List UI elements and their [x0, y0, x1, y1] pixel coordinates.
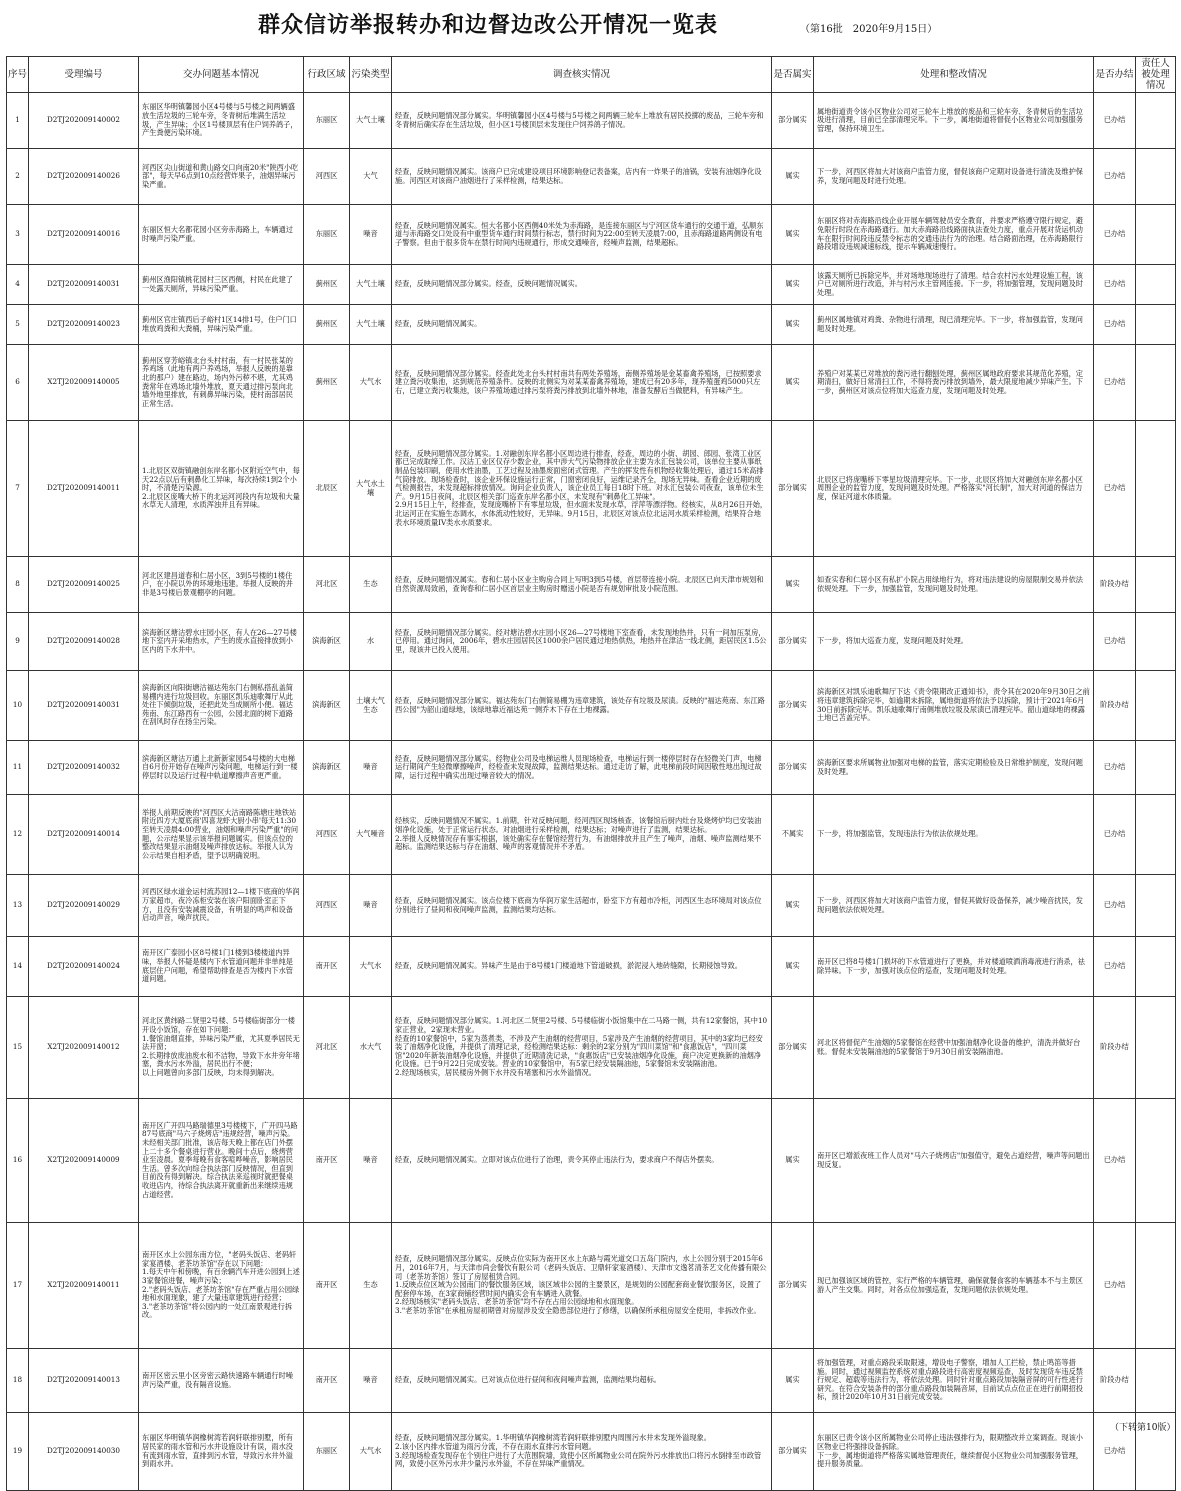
district: 南开区 [304, 1223, 350, 1349]
completion-status: 已办结 [1094, 265, 1136, 305]
case-code: D2TJ202009140029 [29, 875, 139, 937]
completion-status: 阶段办结 [1094, 557, 1136, 613]
case-code: D2TJ202009140002 [29, 93, 139, 149]
column-header: 序号 [7, 57, 29, 93]
table-row [7, 421, 1176, 557]
pollution-type: 大气水土壤 [350, 421, 392, 557]
accountability [1136, 421, 1176, 557]
investigation-result: 经查，反映问题情况属实。异味产生是由于8号楼1门楼道地下管道破损，淤泥浸入地砖缝隙，长期侵蚀导致。 [392, 937, 772, 997]
investigation-result: 经查，反映问题情况属实。该点位楼下底商为华润万家生活超市，卧室下方有超市冷柜，河西区生态环境局对该点位分别进行了昼间和夜间噪声监测，监测结果均达标。 [392, 875, 772, 937]
completion-status: 已办结 [1094, 937, 1136, 997]
table-row [7, 1349, 1176, 1413]
table-row [7, 997, 1176, 1099]
case-code: D2TJ202009140032 [29, 741, 139, 795]
batch-date: （第16批 2020年9月15日） [800, 24, 938, 35]
handling-result: 滨海新区要求所属物业加强对电梯的监管，落实定期检验及日常维护制度，发现问题及时处理。 [814, 741, 1094, 795]
handling-result: 南开区已增派夜班工作人员对"马六子烧烤店"加强值守，避免占道经营，噪声等问题出现反复。 [814, 1099, 1094, 1223]
row-number: 8 [7, 557, 29, 613]
case-code: D2TJ202009140025 [29, 557, 139, 613]
row-number: 2 [7, 149, 29, 205]
district: 河西区 [304, 149, 350, 205]
investigation-result: 经核实，反映问题情况不属实。1.前期，针对反映问题，经河西区现场核查，该餐馆后厨内灶台及烧烤炉均已安装油烟净化设施，处于正常运行状态。对油烟进行采样检测，结果达标；对噪声进行了监测，结果达标。 2.举报人反映情况存有事实根据，该处确实存在餐馆经营行为，有油烟排放并且产生了噪声，油烟、噪声监测结果不超标。监测结果达标与存在油烟、噪声的客观情况并不矛盾。 [392, 795, 772, 875]
issue-description: 南开区广开四马路瑞德里3号楼楼下，广开四马路87号底商"马六子烧烤店"违规经营，噪声污染。未经相关部门批准，该店每天晚上都在店门外摆上二十多个餐桌进行营业。晚间十点后，烧烤营业至凌晨。夏季每晚有食客喧哗噪音，影响居民生活。曾多次向综合执法部门反映情况，但直到目前没有得到解决。综合执法来巡视时就把餐桌收进店内，待综合执法离开就重新出来继续违规占道经营。 [139, 1099, 304, 1223]
investigation-result: 经查，反映问题情况部分属实。华明镇馨园小区4号楼与5号楼之间两辆三轮车上堆放有居民投掷的废品，三轮车旁和冬青树后确实存在生活垃圾，但小区1号楼顶层未发现住户饲养鸽子情况。 [392, 93, 772, 149]
handling-result: 南开区已将8号楼1门损坏的下水管道进行了更换，并对楼道喷洒消毒液进行消杀，祛除异味。下一步，加强对该点位的巡查，发现问题及时处理。 [814, 937, 1094, 997]
completion-status: 已办结 [1094, 741, 1136, 795]
pollution-type: 水大气 [350, 997, 392, 1099]
district: 南开区 [304, 937, 350, 997]
issue-description: 滨海新区塘沽碧水庄园小区，有人在26—27号楼地下室内开采地热水，产生的废水直接排放到小区内的下水井中。 [139, 613, 304, 671]
case-code: D2TJ202009140023 [29, 305, 139, 345]
row-number: 9 [7, 613, 29, 671]
table-row [7, 1413, 1176, 1491]
accountability [1136, 937, 1176, 997]
pollution-type: 水 [350, 613, 392, 671]
verified-status: 部分属实 [772, 741, 814, 795]
handling-result: 蓟州区属地镇对鸡粪、杂物进行清理，现已清理完毕。下一步，将加强监管，发现问题及时处理。 [814, 305, 1094, 345]
case-code: D2TJ202009140013 [29, 1349, 139, 1413]
accountability [1136, 149, 1176, 205]
row-number: 7 [7, 421, 29, 557]
issue-description: 举报人前期反映的"河西区大沽南路陈塘庄地铁站附近四方大厦底商'四喜龙虾大厨小串'每天11:30至转天凌晨4:00营业，油烟和噪声污染严重"的问题，公示结果显示该举报问题属实。但该点位的整改结果显示油烟及噪声排放达标。举报人认为公示结果自相矛盾，望予以明确说明。 [139, 795, 304, 875]
investigation-result: 经查，反映问题情况部分属实。经对塘沽碧水庄园小区26—27号楼地下室查看，未发现地热井，只有一间加压泵房，已停用。通过询问，2006年，碧水庄园居民区1000余户居民通过地热供热，地热井在津沽一线北侧，距居民区1.5公里，现该井已投入使用。 [392, 613, 772, 671]
issue-description: 河北区建昌道春和仁居小区，3到5号楼的1楼住户，在小院以外的环境地违建。举报人反映的并非是3号楼后景观棚亭的问题。 [139, 557, 304, 613]
case-code: D2TJ202009140011 [29, 421, 139, 557]
accountability [1136, 613, 1176, 671]
row-number: 16 [7, 1099, 29, 1223]
district: 东丽区 [304, 205, 350, 265]
column-header: 污染类型 [350, 57, 392, 93]
accountability [1136, 205, 1176, 265]
completion-status: 阶段办结 [1094, 1349, 1136, 1413]
issue-description: 蓟州区穿芳峪镇北台头村村南，有一村民张某的养鸡场（此地有两户养鸡场，举报人反映的是靠北的那户）建在路边，场内外污秽不堪，尤其鸡粪常年在鸡场北墙外堆放，夏天通过排污泵向北墙外地里排放，有刺鼻异味污染，使村南部居民正常生活。 [139, 345, 304, 421]
table-row [7, 937, 1176, 997]
completion-status: 已办结 [1094, 93, 1136, 149]
issue-description: 1.北辰区双街镇融创东岸名都小区附近空气中，每天22点以后有刺鼻化工异味，每次持续1到2个小时，不清楚污染源。 2.北辰区庞嘴大桥下的北运河河段内有垃圾和大量水草无人清理，水质浑浊并且有异味。 [139, 421, 304, 557]
handling-result: 养殖户对某某已对堆放的粪污进行翻刨处理，蓟州区属地政府要求其规范化养殖，定期清扫，做好日常清扫工作，不得将粪污排放到墙外，最大限度地减少异味产生。下一步，蓟州区对该点位将加大巡查力度，发现问题及时处理。 [814, 345, 1094, 421]
case-code: D2TJ202009140024 [29, 937, 139, 997]
case-code: D2TJ202009140031 [29, 671, 139, 741]
district: 蓟州区 [304, 345, 350, 421]
completion-status: 已办结 [1094, 421, 1136, 557]
pollution-type: 大气土壤 [350, 305, 392, 345]
table-row [7, 875, 1176, 937]
pollution-type: 大气 [350, 149, 392, 205]
table-row [7, 795, 1176, 875]
case-code: D2TJ202009140026 [29, 149, 139, 205]
row-number: 4 [7, 265, 29, 305]
row-number: 12 [7, 795, 29, 875]
handling-result: 下一步，将加大巡查力度，发现问题及时处理。 [814, 613, 1094, 671]
handling-result: 滨海新区对凯乐迪歌舞厅下达《责令限期改正通知书》，责令其在2020年9月30日之前将违章建筑拆除完毕，如逾期未拆除，属地街道将依法予以拆除，预计于2021年6月30日前拆除完毕。凯乐迪歌舞厅南侧堆放垃圾及尿渍已清理完毕。韶山道绿地的裸露土地已苫盖完毕。 [814, 671, 1094, 741]
verified-status: 属实 [772, 875, 814, 937]
completion-status: 阶段办结 [1094, 671, 1136, 741]
investigation-result: 经查，反映问题情况部分属实。福达苑东门右侧简易棚为违章建筑，该处存有垃圾及尿渍。反映的"福达苑南、东江路西公园"为韶山道绿地，该绿地靠近福达苑一侧乔木下存在土地裸露。 [392, 671, 772, 741]
accountability [1136, 997, 1176, 1099]
district: 北辰区 [304, 421, 350, 557]
handling-result: 下一步，河西区将加大对该商户监管力度，督促其做好设备保养，减少噪音扰民，发现问题依法依规处理。 [814, 875, 1094, 937]
issue-description: 东丽区华明镇华润橡树湾若润轩联排别墅，所有居民家的雨水管和污水井设施设计有误，雨水没有流到雨水管，直排到污水管，导致污水井外溢到雨水井。 [139, 1413, 304, 1491]
issue-description: 河北区黄纬路二贤里2号楼、5号楼临街部分一楼开设小饭馆，存在如下问题： 1.餐馆油烟直排，异味污染严重，尤其夏季居民无法开窗； 2.长期排放废油废水和不洁物，导致下水井旁年堵塞，粪水污水外溢，居民出行不便； 以上问题曾向多部门反映，均未得到解决。 [139, 997, 304, 1099]
completion-status: 阶段办结 [1094, 997, 1136, 1099]
row-number: 6 [7, 345, 29, 421]
handling-result: 东丽区已责令该小区所属物业公司停止违法强排行为，限期整改并立案调查。现该小区物业已将强排设备拆除。 下一步，属地街道将严格落实属地管理责任，继续督促小区物业公司加强服务管理，提升服务质量。 [814, 1413, 1094, 1491]
pollution-type: 生态 [350, 1223, 392, 1349]
case-code: D2TJ202009140031 [29, 265, 139, 305]
verified-status: 部分属实 [772, 421, 814, 557]
verified-status: 属实 [772, 345, 814, 421]
case-code: D2TJ202009140030 [29, 1413, 139, 1491]
table-row [7, 149, 1176, 205]
case-code: X2TJ202009140009 [29, 1099, 139, 1223]
page-title: 群众信访举报转办和边督边改公开情况一览表 [258, 12, 719, 38]
verified-status: 属实 [772, 265, 814, 305]
issue-description: 蓟州区官庄镇西后子峪村1区14排1号，住户门口堆放鸡粪和大粪桶，异味污染严重。 [139, 305, 304, 345]
pollution-type: 大气噪音 [350, 795, 392, 875]
handling-result: 下一步，河西区将加大对该商户监管力度，督促该商户定期对设备进行清洗及维护保养，发现问题及时进行处理。 [814, 149, 1094, 205]
district: 东丽区 [304, 1413, 350, 1491]
investigation-result: 经查，反映问题情况属实。 [392, 305, 772, 345]
row-number: 14 [7, 937, 29, 997]
case-code: D2TJ202009140028 [29, 613, 139, 671]
table-row [7, 613, 1176, 671]
row-number: 19 [7, 1413, 29, 1491]
verified-status: 不属实 [772, 795, 814, 875]
verified-status: 属实 [772, 1349, 814, 1413]
completion-status: 已办结 [1094, 1223, 1136, 1349]
district: 蓟州区 [304, 305, 350, 345]
completion-status: 已办结 [1094, 149, 1136, 205]
accountability [1136, 1099, 1176, 1223]
column-header: 行政区域 [304, 57, 350, 93]
column-header: 调查核实情况 [392, 57, 772, 93]
investigation-result: 经查，反映问题情况部分属实。1.对融创东岸名都小区周边进行排查，经查，周边的小街、胡园、郎园、张湾工业区都已完成取缔工作。汉沽工业区仅存少数企业，其中涉大气污染物排放企业主要为永汇包装公司，该单位主要从事纸制品包装印刷，使用水性油墨，工艺过程及油墨废面密闭式管理。产生的挥发性有机物经收集处理后，通过15米高排气筒排放。现场检查时，该企业环保设施运行正常，门窗密闭良好，运维记录齐全，现场无异味。查看企业近期的废气检测报告，未发现超标排放情况。询问企业负责人，该企业员工每日18时下班。对永汇包装公司夜查，该单位未生产。9月15日夜间，北辰区相关部门巡查东岸名都小区，未发现有"刺鼻化工异味"。 2.9月15日上午，经排查，发现庞嘴桥下有零星垃圾，但水面未发现水草，浮萍等漂浮物。经核实，从8月26日开始，北运河正在实施生态调水，水体流动性较好，无异味。9月15日，北辰区对该点位北运河水质采样检测，结果符合地表水环境质量IV类水水质要求。 [392, 421, 772, 557]
verified-status: 属实 [772, 305, 814, 345]
investigation-result: 经查，反映问题情况部分属实。反映点位实际为南开区水上东路与霞光道交口五岛门院内，水上公园分别于2015年6月，2016年7月，与天津市尚会餐饮有限公司（老码头饭店、卫鼎轩家宴酒楼）、天津市文逸茗清茶艺文化传播有限公司（老茶坊茶馆）签订了房屋租赁合同。 1.反映点位区域为公园南门的餐饮服务区域，该区域非公园的主要景区，是规划的公园配套商业餐饮服务区，设置了配套停车场，在3家商铺经营时间内确实会有车辆进入就餐。 2.经现场核实"老码头饭店、老茶坊茶馆"均不存在占用公园绿地和水面现象。 3."老茶坊茶馆"在承租房屋初期曾对房屋涉及安全隐患部位进行了修缮，以确保所承租房屋安全使用，非拆改作业。 [392, 1223, 772, 1349]
investigation-result: 经查，反映问题情况部分属实。经查此处北台头村村南共有两处养殖场，南侧养殖场是金某畜禽养殖场，已按照要求建立粪污收集池，达到规范养殖条件。反映的北侧实为对某某畜禽养殖场，建成已有20多年，现养殖蛋鸡5000只左右，已建立粪污收集池，该户养殖场通过排污泵将粪污排放到北墙外林地，准备发酵后当做肥料，有异味产生。 [392, 345, 772, 421]
table-row [7, 265, 1176, 305]
completion-status: 已办结 [1094, 345, 1136, 421]
handling-result: 该露天厕所已拆除完毕，并对场地现场进行了清理。结合农村污水处理设施工程，该户已对厕所进行改造，并与村污水主管网连接。下一步，将加强管理，发现问题及时处理。 [814, 265, 1094, 305]
district: 河西区 [304, 875, 350, 937]
handling-result: 现已加强该区域的管控，实行严格的车辆管理，确保就餐食客的车辆基本不与主景区游人产生交集。同时，对各点位加强巡查，发现问题依法依规处理。 [814, 1223, 1094, 1349]
district: 南开区 [304, 1349, 350, 1413]
handling-result: 下一步，将加强监管，发现违法行为依法依规处理。 [814, 795, 1094, 875]
case-code: X2TJ202009140005 [29, 345, 139, 421]
issue-description: 东丽区华明镇馨园小区4号楼与5号楼之间两辆盛放生活垃圾的三轮车旁，冬青树后堆满生活垃圾，产生异味；小区1号楼顶层有住户饲养鸽子，产生粪便污染环境。 [139, 93, 304, 149]
accountability [1136, 795, 1176, 875]
column-header: 受理编号 [29, 57, 139, 93]
pollution-type: 噪音 [350, 1349, 392, 1413]
pollution-type: 噪音 [350, 1099, 392, 1223]
pollution-type: 大气水 [350, 1413, 392, 1491]
investigation-result: 经查，反映问题情况部分属实。1.华明镇华润橡树湾若润轩联排别墅内周围污水井未发现外溢现象。 2.该小区内排水管道为雨污分流，不存在雨水直排污水管问题。 3.经现场检查发现存在个别住户进行了大范围院墙，致使小区所属物业公司在院外污水排放出口将污水倒排至市政管网，致使小区外污水井少量污水外溢，不存在异味严重情况。 [392, 1413, 772, 1491]
table-row [7, 557, 1176, 613]
handling-result: 河北区将督促产生油烟的5家餐馆在经营中加强油烟净化设备的维护，清洗并做好台账。督促未安装隔油池的5家餐馆于9月30日前安装隔油池。 [814, 997, 1094, 1099]
pollution-type: 噪音 [350, 741, 392, 795]
completion-status: 已办结 [1094, 795, 1136, 875]
row-number: 18 [7, 1349, 29, 1413]
table-row [7, 741, 1176, 795]
row-number: 1 [7, 93, 29, 149]
table-row [7, 305, 1176, 345]
accountability [1136, 557, 1176, 613]
table-row [7, 1223, 1176, 1349]
handling-result: 东丽区将对赤海路沿线企业开展车辆驾驶员安全教育，并要求严格遵守限行规定，避免限行时段在赤海路通行。加大赤海路沿线路面执法查处力度，重点开展对货运机动车在限行时间段违反禁令标志的交通违法行为的治理。结合路面治理，在赤海路限行路段增设违规减速标线，提示车辆减速慢行。 [814, 205, 1094, 265]
case-code: X2TJ202009140011 [29, 1223, 139, 1349]
page-header [0, 0, 1181, 54]
completion-status: 已办结 [1094, 205, 1136, 265]
column-header: 责任人被处理情况 [1136, 57, 1176, 93]
accountability [1136, 305, 1176, 345]
table-row [7, 671, 1176, 741]
verified-status: 部分属实 [772, 613, 814, 671]
case-code: X2TJ202009140012 [29, 997, 139, 1099]
investigation-result: 经查，反映问题情况属实。立即对该点位进行了治理，责令其停止违法行为，要求商户不得店外摆卖。 [392, 1099, 772, 1223]
column-header: 处理和整改情况 [814, 57, 1094, 93]
accountability [1136, 1223, 1176, 1349]
completion-status: 已办结 [1094, 875, 1136, 937]
district: 滨海新区 [304, 741, 350, 795]
verified-status: 部分属实 [772, 93, 814, 149]
issue-description: 南开区广泰园小区8号楼1门1楼到3楼楼道内异味，举报人怀疑是楼内下水管道问题并非单纯是底层住户问题，希望帮助排查是否为楼内下水管道问题。 [139, 937, 304, 997]
completion-status: 已办结 [1094, 305, 1136, 345]
header-row [7, 57, 1176, 93]
continued-note: （下转第10版） [1110, 1423, 1176, 1433]
table-body [7, 93, 1176, 1491]
verified-status: 属实 [772, 205, 814, 265]
district: 河北区 [304, 997, 350, 1099]
accountability [1136, 93, 1176, 149]
investigation-result: 经查，反映问题情况部分属实。1.河北区二贤里2号楼、5号楼临街小饭馆集中在二马路一侧，共有12家餐馆，其中10家正营业，2家现未营业。 经查的10家餐馆中，5家为蒸煮类，不涉及产生油烟的经营项目，5家涉及产生油烟的经营项目，其中的3家均已经安装了油烟净化设施，并提供了清理记录，经检测结果达标：剩余的2家分别为"四川菜馆"和"食惠饭店"，"四川菜馆"2020年新装油烟净化设施，并提供了近期清洗记录，"食惠饭店"已安装油烟净化设施，商户决定更换新的油烟净化设施。已于9月22日完成安装。营业的10家餐馆中，有5家已经安装隔油池，5家餐馆未安装隔油池。 2.经现场核实，居民楼房外侧下水井没有堵塞和污水外溢情况。 [392, 997, 772, 1099]
issue-description: 蓟州区渔阳镇桃花园村三区西侧，村民在此建了一处露天厕所，异味污染严重。 [139, 265, 304, 305]
verified-status: 属实 [772, 557, 814, 613]
investigation-result: 经查，反映问题情况属实。该商户已完成建设项目环境影响登记表备案，店内有一炸果子的油锅，安装有油烟净化设施。河西区对该商户油烟进行了采样检测，结果达标。 [392, 149, 772, 205]
row-number: 17 [7, 1223, 29, 1349]
investigation-result: 经查，反映问题情况部分属实。经物业公司及电梯运维人员现场检查，电梯运行到一楼停层时存在轻微关门声，电梯运行期间产生轻微摩擦噪声，经检查未发现故障，监测结果达标。通过走访了解，此电梯前段时间因敬性地出现过故障，运行过程中确实出现过噪音较大的情况。 [392, 741, 772, 795]
handling-result: 如查实春和仁居小区有私扩小院占用绿地行为，将对违法建设的房屋限制交易并依法依规处理。下一步，加强监管，发现问题及时处理。 [814, 557, 1094, 613]
table-row [7, 345, 1176, 421]
verified-status: 属实 [772, 1099, 814, 1223]
column-header: 是否属实 [772, 57, 814, 93]
table-row [7, 93, 1176, 149]
column-header: 是否办结 [1094, 57, 1136, 93]
row-number: 5 [7, 305, 29, 345]
table-header [7, 57, 1176, 93]
pollution-type: 噪音 [350, 875, 392, 937]
completion-status: 已办结 [1094, 613, 1136, 671]
district: 南开区 [304, 1099, 350, 1223]
pollution-type: 大气水 [350, 937, 392, 997]
row-number: 13 [7, 875, 29, 937]
issue-description: 南开区水上公园东南方位，"老码头饭店、老码轩家宴酒楼、老茶坊茶馆"存在以下问题： 1.每天中午和傍晚，有百余辆汽车开进公园到上述3家餐馆进餐，噪声污染； 2."老码头饭店、老茶坊茶馆"存在严重占用公园绿地和水面现象，建了大量违章建筑进行经营； 3."老茶坊茶馆"将公园内的一处江南景观进行拆改。 [139, 1223, 304, 1349]
row-number: 3 [7, 205, 29, 265]
verified-status: 部分属实 [772, 1223, 814, 1349]
case-code: D2TJ202009140014 [29, 795, 139, 875]
pollution-type: 大气土壤 [350, 265, 392, 305]
row-number: 15 [7, 997, 29, 1099]
pollution-type: 大气水 [350, 345, 392, 421]
district: 河西区 [304, 795, 350, 875]
table-row [7, 205, 1176, 265]
investigation-result: 经查，反映问题情况属实。已对该点位进行昼间和夜间噪声监测，监测结果均超标。 [392, 1349, 772, 1413]
row-number: 11 [7, 741, 29, 795]
investigation-result: 经查，反映问题情况部分属实。经查，反映问题情况属实。 [392, 265, 772, 305]
accountability [1136, 671, 1176, 741]
verified-status: 部分属实 [772, 1413, 814, 1491]
column-header: 交办问题基本情况 [139, 57, 304, 93]
issue-description: 滨海新区塘沽万通上北新新家园54号楼的大电梯自6月份开始存在噪声污染问题，电梯运行到一楼停层时以及运行过程中轨道摩擦声音更严重。 [139, 741, 304, 795]
handling-result: 北辰区已将庞嘴桥下零星垃圾清理完毕。下一步，北辰区将加大对融创东岸名都小区周围企业的监管力度，发现问题及时处理。严格落实"河长制"，加大对河道的保洁力度，保证河道水体质量。 [814, 421, 1094, 557]
verified-status: 部分属实 [772, 997, 814, 1099]
verified-status: 部分属实 [772, 671, 814, 741]
district: 滨海新区 [304, 671, 350, 741]
pollution-type: 噪音 [350, 205, 392, 265]
completion-status: 已办结 [1094, 1413, 1136, 1491]
petition-table [6, 56, 1176, 1491]
issue-description: 河西区尖山街道和黄山路交口向南20米"陕西小吃部"，每天早6点到10点经营炸果子，油烟异味污染严重。 [139, 149, 304, 205]
accountability [1136, 345, 1176, 421]
district: 滨海新区 [304, 613, 350, 671]
pollution-type: 土壤大气生态 [350, 671, 392, 741]
verified-status: 属实 [772, 149, 814, 205]
case-code: D2TJ202009140016 [29, 205, 139, 265]
verified-status: 属实 [772, 937, 814, 997]
investigation-result: 经查，反映问题情况属实。春和仁居小区业主购房合同上写明3到5号楼，首层带连接小院。北辰区已向天津市规划和自然资源局致函，查询春和仁居小区首层业主购房时赠送小院是否有规划审批及小院范围。 [392, 557, 772, 613]
issue-description: 东丽区恒大名都花园小区旁赤海路上，车辆通过时噪声污染严重。 [139, 205, 304, 265]
investigation-result: 经查，反映问题情况属实。恒大名都小区西侧40米处为赤海路，是连接东丽区与宁河区货车通行的交通干道，弘顺东道与赤海路交口处设有中重型货车通行时间禁行标志，禁行时间为22:00至转天凌晨7:00，且赤海路道路两侧设有电子警察。但由于很多货车在禁行时间内违规通行，形成交通噪音，经噪声监测，结果超标。 [392, 205, 772, 265]
district: 东丽区 [304, 93, 350, 149]
accountability [1136, 1349, 1176, 1413]
completion-status: 已办结 [1094, 1099, 1136, 1223]
district: 河北区 [304, 557, 350, 613]
district: 蓟州区 [304, 265, 350, 305]
issue-description: 南开区密云里小区旁密云路快速路车辆通行时噪声污染严重，没有隔音设施。 [139, 1349, 304, 1413]
pollution-type: 生态 [350, 557, 392, 613]
table-row [7, 1099, 1176, 1223]
handling-result: 将加强管理，对重点路段采取限速，增设电子警察，增加人工拦检，禁止鸣笛等措施。同时，通过视频监控系统对重点路段进行高密度视频巡查，及时发现货车违反禁行规定、超载等违法行为，将依法处理。同时针对重点路段加装隔音屏的可行性进行研究。在符合安装条件的部分重点路段加装隔音屏，目前试点点位正在进行前期招投标，预计2020年10月31日前完成安装。 [814, 1349, 1094, 1413]
accountability [1136, 265, 1176, 305]
accountability [1136, 875, 1176, 937]
pollution-type: 大气土壤 [350, 93, 392, 149]
accountability [1136, 741, 1176, 795]
issue-description: 河西区绿水道金运村流苏园12—1楼下底商的华润万家超市，夜冷冻柜安装在该户阳面卧室正下方，且没有安装减震设备，有明显的鸣声和设备启动声音，噪声扰民。 [139, 875, 304, 937]
handling-result: 属地街道责令该小区物业公司对三轮车上堆放的废品和三轮车旁、冬青树后的生活垃圾进行清理，目前已全部清理完毕。下一步，属地街道将督促小区物业公司加强服务管理，保持环境卫生。 [814, 93, 1094, 149]
issue-description: 滨海新区向阳街塘沽福达苑东门右侧私搭乱盖简易棚内进行垃圾回收。东丽区凯乐迪歌舞厅从此处往下倾倒垃圾，还把此处当成厕所小便。福达苑南、东江路西有一公园，公园北面的树下道路在刮风时存在扬尘污染。 [139, 671, 304, 741]
row-number: 10 [7, 671, 29, 741]
